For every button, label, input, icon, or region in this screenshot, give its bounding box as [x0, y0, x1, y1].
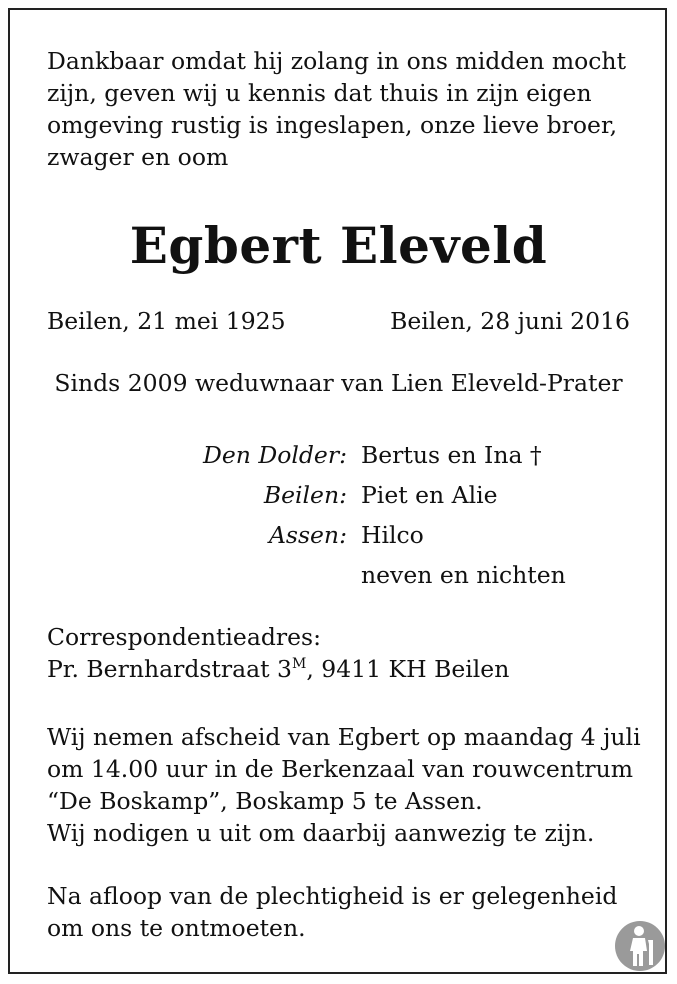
- birth-date: Beilen, 21 mei 1925: [47, 307, 286, 335]
- meeting-line: Na afloop van de plechtigheid is er gelegenheid: [47, 882, 618, 910]
- farewell-paragraph: [47, 721, 641, 849]
- intro-line: zwager en oom: [47, 143, 229, 171]
- intro-line: zijn, geven wij u kennis dat thuis in zijn eigen: [47, 79, 592, 107]
- intro-line: Dankbaar omdat hij zolang in ons midden mocht: [47, 47, 627, 75]
- address-superscript: M: [292, 656, 307, 673]
- address-city: , 9411 KH Beilen: [306, 655, 510, 683]
- relative-place: Assen:: [268, 521, 347, 549]
- address-street: Pr. Bernhardstraat 3: [47, 655, 292, 683]
- intro-line: omgeving rustig is ingeslapen, onze lieve broer,: [47, 111, 618, 139]
- correspondence-label: Correspondentieadres:: [47, 623, 322, 651]
- relative-place: Beilen:: [263, 481, 347, 509]
- widowed-line: Sinds 2009 weduwnaar van Lien Eleveld-Prater: [54, 369, 623, 397]
- relative-place: Den Dolder:: [203, 441, 347, 469]
- farewell-line: Wij nodigen u uit om daarbij aanwezig te zijn.: [47, 819, 595, 847]
- relative-names: Hilco: [361, 521, 424, 549]
- death-date: Beilen, 28 juni 2016: [390, 307, 630, 335]
- intro-paragraph: [47, 45, 626, 173]
- relative-names: Piet en Alie: [361, 481, 498, 509]
- correspondence-address: [47, 653, 509, 685]
- deceased-name: Egbert Eleveld: [129, 216, 548, 275]
- meeting-paragraph: [47, 880, 617, 944]
- relative-names: neven en nichten: [361, 561, 566, 589]
- farewell-line: om 14.00 uur in de Berkenzaal van rouwcentrum: [47, 755, 634, 783]
- relative-names: Bertus en Ina †: [361, 441, 542, 469]
- meeting-line: om ons te ontmoeten.: [47, 914, 306, 942]
- farewell-line: “De Boskamp”, Boskamp 5 te Assen.: [47, 787, 483, 815]
- memorial-figure-icon: [612, 918, 668, 974]
- farewell-line: Wij nemen afscheid van Egbert op maandag 4 juli: [47, 723, 641, 751]
